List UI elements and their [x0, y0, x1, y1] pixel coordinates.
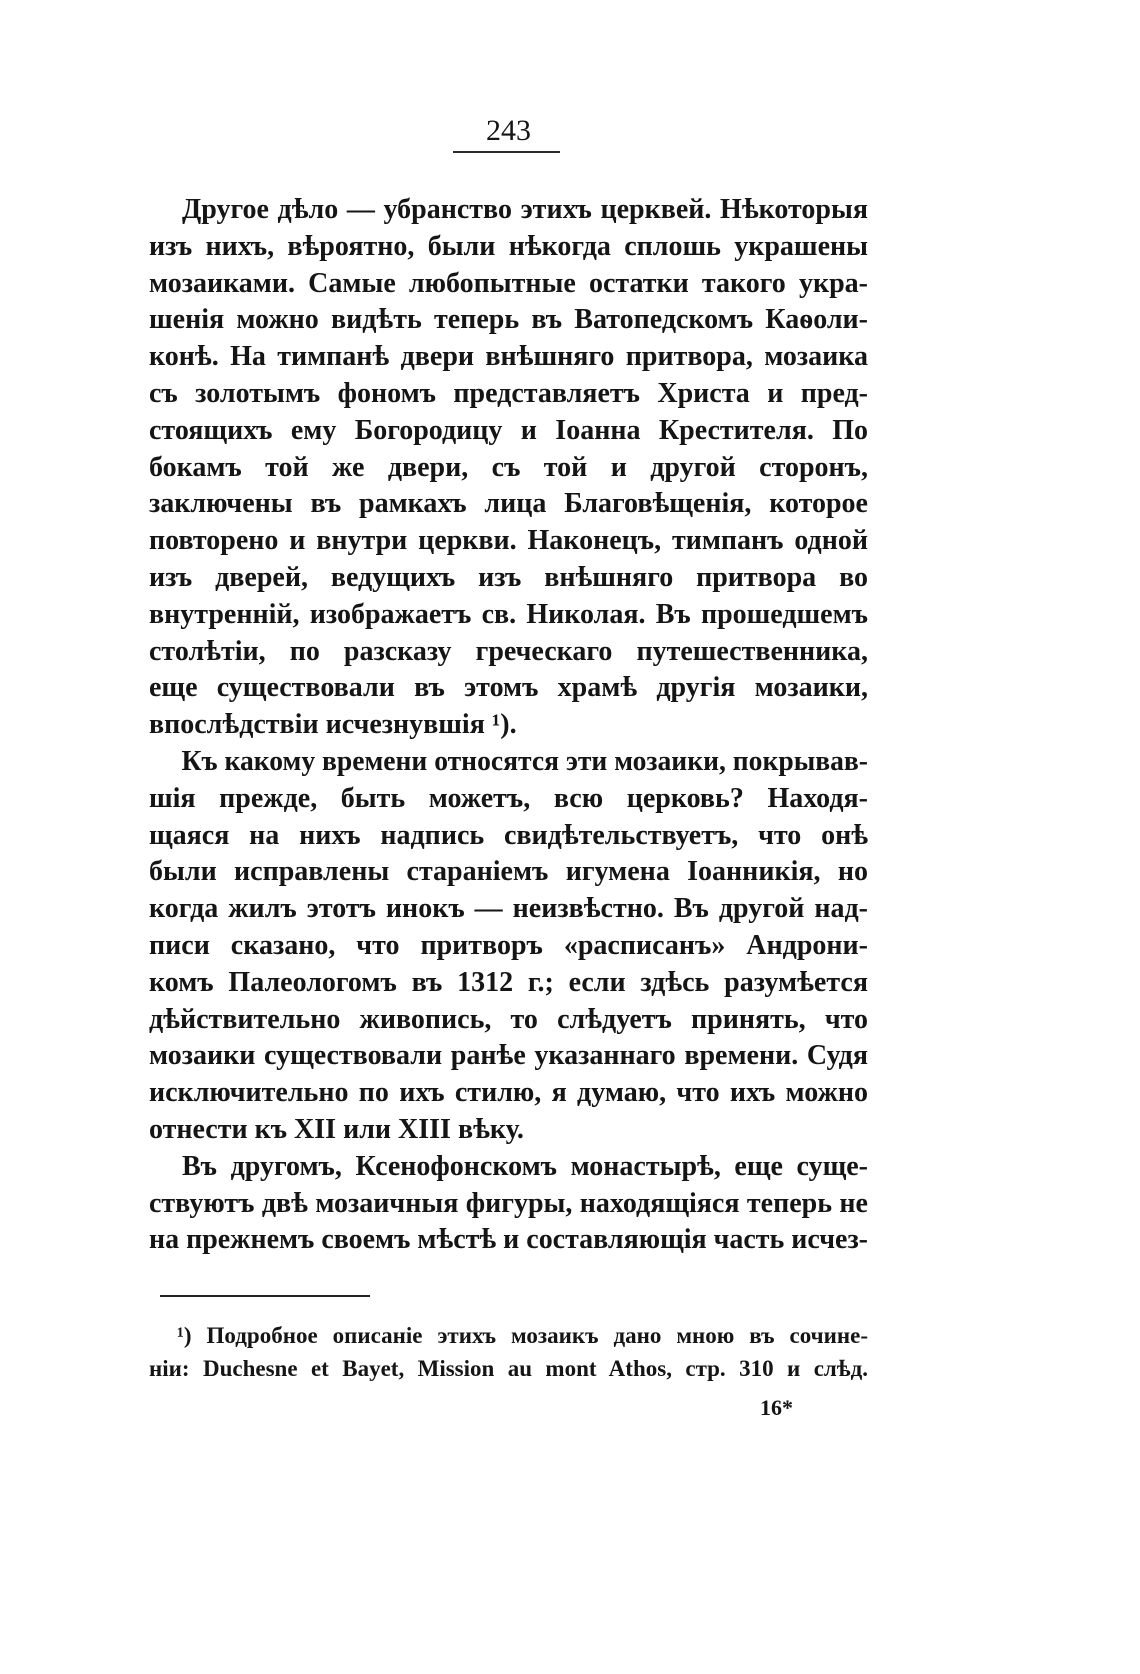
- text-line: ствуютъ двѣ мозаичныя фигуры, находящіяся теперь не: [149, 1187, 868, 1219]
- text-line: изъ нихъ, вѣроятно, были нѣкогда сплошь украшены: [149, 230, 868, 262]
- footnote: [149, 1319, 868, 1385]
- text-line: отнести къ XII или XIII вѣку.: [149, 1113, 524, 1145]
- text-line: писи сказано, что притворъ «расписанъ» Андрони-: [149, 929, 868, 961]
- text-line: на прежнемъ своемъ мѣстѣ и составляющія часть исчез-: [149, 1224, 868, 1256]
- paragraph: [149, 192, 868, 744]
- text-line: стоящихъ ему Богородицу и Іоанна Крестителя. По: [149, 414, 868, 446]
- footnote-line: ¹) Подробное описаніе этихъ мозаикъ дано мною въ сочине-: [177, 1323, 868, 1348]
- text-line: заключены въ рамкахъ лица Благовѣщенія, которое: [149, 488, 868, 520]
- text-line: исключительно по ихъ стилю, я думаю, что ихъ можно: [149, 1077, 868, 1109]
- paragraph: [149, 1149, 868, 1259]
- text-line: еще существовали въ этомъ храмѣ другія мозаики,: [149, 672, 868, 704]
- text-line: когда жилъ этотъ инокъ — неизвѣстно. Въ другой над-: [149, 893, 868, 925]
- footnote-separator: [160, 1295, 370, 1297]
- text-line: изъ дверей, ведущихъ изъ внѣшняго притвора во: [149, 561, 868, 593]
- text-line: Въ другомъ, Ксенофонскомъ монастырѣ, еще суще-: [182, 1150, 868, 1182]
- page-number-rule: [453, 151, 560, 153]
- body-text: [149, 192, 868, 1259]
- text-line: дѣйствительно живопись, то слѣдуетъ принять, что: [149, 1003, 868, 1035]
- text-line: повторено и внутри церкви. Наконецъ, тимпанъ одной: [149, 525, 868, 557]
- text-line: съ золотымъ фономъ представляетъ Христа и пред-: [149, 377, 868, 409]
- text-line: конѣ. На тимпанѣ двери внѣшняго притвора, мозаика: [149, 341, 868, 373]
- signature-mark: 16*: [760, 1395, 793, 1420]
- page-number: 243: [486, 114, 531, 147]
- text-line: шія прежде, быть можетъ, всю церковь? Находя-: [149, 782, 868, 814]
- paragraph: [149, 744, 868, 1149]
- text-line: Къ какому времени относятся эти мозаики, покрывав-: [181, 745, 869, 777]
- footnote-line: ніи: Duchesne et Bayet, Mission au mont Athos, стр. 310 и слѣд.: [149, 1356, 868, 1381]
- text-line: бокамъ той же двери, съ той и другой сторонъ,: [149, 451, 868, 483]
- text-line: столѣтіи, по разсказу греческаго путешественника,: [149, 635, 868, 667]
- text-line: мозаиками. Самые любопытные остатки такого укра-: [149, 267, 868, 299]
- text-line: впослѣдствіи исчезнувшія ¹).: [149, 709, 517, 741]
- text-line: щаяся на нихъ надпись свидѣтельствуетъ, что онѣ: [149, 819, 868, 851]
- text-line: комъ Палеологомъ въ 1312 г.; если здѣсь разумѣется: [149, 966, 868, 998]
- text-line: мозаики существовали ранѣе указаннаго времени. Судя: [149, 1040, 868, 1072]
- text-line: внутренній, изображаетъ св. Николая. Въ прошедшемъ: [149, 598, 868, 630]
- text-line: Другое дѣло — убранство этихъ церквей. Нѣкоторыя: [182, 194, 868, 225]
- text-line: были исправлены стараніемъ игумена Іоанникія, но: [149, 856, 868, 888]
- text-line: шенія можно видѣть теперь въ Ватопедскомъ Каѳоли-: [149, 304, 868, 336]
